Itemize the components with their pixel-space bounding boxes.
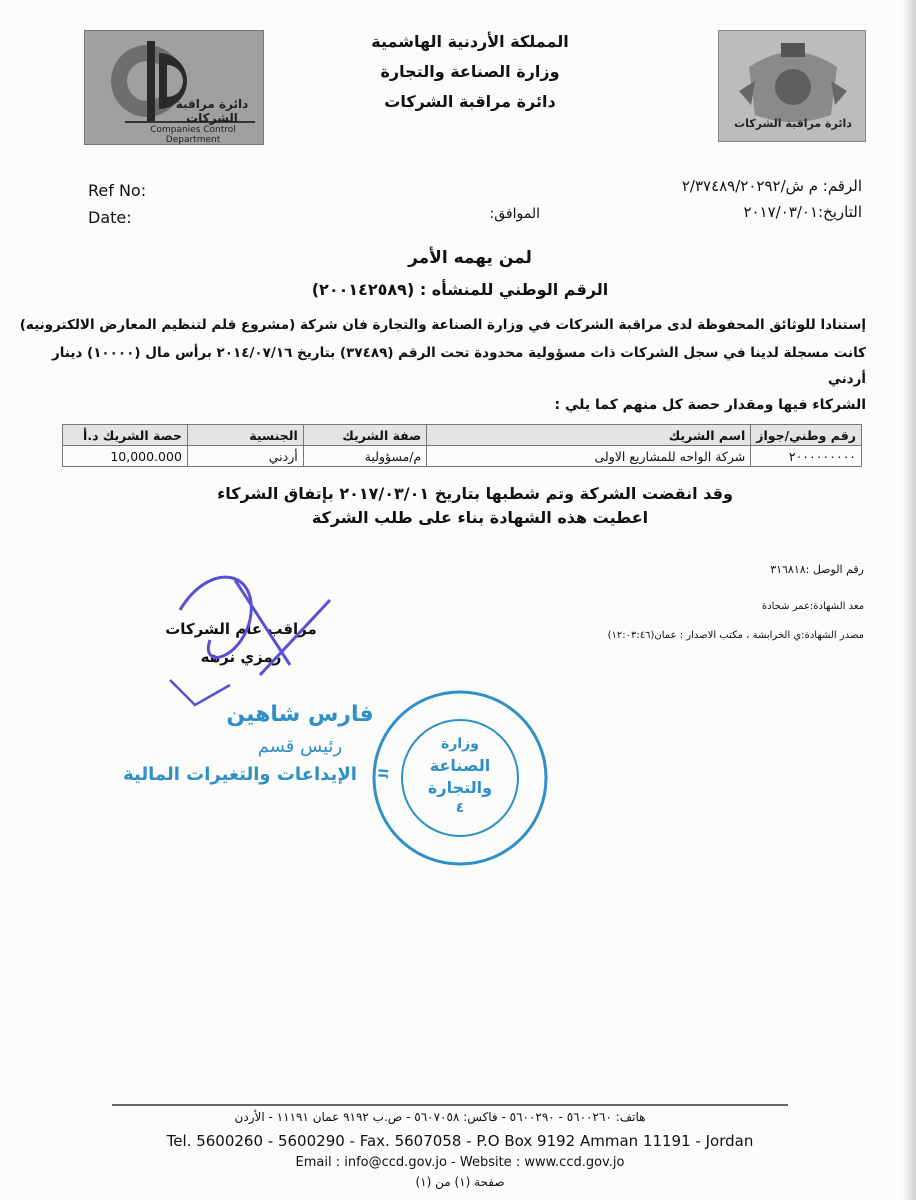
partners-intro: الشركاء فيها ومقدار حصة كل منهم كما يلي : [554, 397, 866, 413]
closing-line-1: وقد انقضت الشركة وتم شطبها بتاريخ ٢٠١٧/٠٣/٠١ بإتفاق الشركاء [217, 484, 733, 503]
footer-email-website: Email : info@ccd.gov.jo - Website : www.ccd.gov.jo [295, 1155, 625, 1170]
cell-national-id: ٢٠٠٠٠٠٠٠٠٠ [751, 446, 862, 467]
date-label: Date: [88, 208, 132, 227]
coat-of-arms-logo [718, 30, 866, 142]
signatory-name: رمزي نزهه [200, 648, 282, 666]
cell-partner-name: شركة الواحه للمشاريع الاولى [427, 446, 751, 467]
certificate-heading: لمن يهمه الأمر [408, 248, 532, 268]
corresponding-label: الموافق: [489, 206, 540, 222]
ccd-logo-arabic: دائرة مراقبة الشركات [175, 97, 249, 125]
partners-table [62, 424, 862, 467]
table-row [63, 446, 862, 467]
round-stamp-line-1: وزارة [441, 736, 479, 752]
col-share: حصة الشريك د.أ [63, 425, 188, 446]
col-national-id: رقم وطني/جواز [751, 425, 862, 446]
round-stamp-line-4: ٤ [455, 800, 465, 816]
body-line-2: كانت مسجلة لدينا في سجل الشركات ذات مسؤولية محدودة تحت الرقم (٣٧٤٨٩) بتاريخ ٢٠١٤/٠٧/١٦ برأس مال (١٠٠٠٠) دينار [51, 345, 866, 361]
national-number: الرقم الوطني للمنشأه : (٢٠٠١٤٢٥٨٩) [311, 280, 609, 299]
signatory-title: مراقب عام الشركات [165, 620, 317, 638]
round-stamp-line-2: الصناعة [429, 756, 491, 775]
stamp-role: رئيس قسم [257, 736, 343, 757]
col-partner-type: صفة الشريك [303, 425, 427, 446]
round-stamp-line-3: والتجارة [427, 778, 493, 797]
kingdom-title: المملكة الأردنية الهاشمية [371, 32, 569, 51]
cell-share: 10,000.000 [63, 446, 188, 467]
receipt-number: رقم الوصل :٣١٦٨١٨ [770, 563, 864, 576]
svg-text:المملكة الأردنية الهاشمية ✱ دا [368, 686, 393, 779]
ccd-logo [84, 30, 264, 145]
ref-no-label: Ref No: [88, 181, 147, 200]
cell-partner-type: م/مسؤولية [303, 446, 427, 467]
coat-logo-arabic: دائرة مراقبة الشركات [734, 117, 852, 130]
ref-number-arabic: الرقم: م ش/٢/٣٧٤٨٩/٢٠٢٩٢ [681, 177, 862, 195]
closing-line-2: اعطيت هذه الشهادة بناء على طلب الشركة [311, 508, 649, 527]
round-stamp-ring-text: ال [376, 768, 393, 779]
body-line-1: إستنادا للوثائق المحفوظة لدى مراقبة الشركات في وزارة الصناعة والتجارة فان شركة (مشروع قلم لتنظيم المعارض الالكترونيه) [19, 317, 866, 333]
table-header-row [63, 425, 862, 446]
col-nationality: الجنسية [187, 425, 303, 446]
stamp-name: فارس شاهين [226, 702, 374, 727]
ministry-title: وزارة الصناعة والتجارة [380, 62, 560, 81]
footer-contact-english: Tel. 5600260 - 5600290 - Fax. 5607058 - P.O Box 9192 Amman 11191 - Jordan [166, 1132, 754, 1150]
footer-divider [112, 1104, 788, 1106]
cell-nationality: أردني [187, 446, 303, 467]
stamp-department: الإيداعات والتغيرات المالية [123, 764, 357, 785]
col-partner-name: اسم الشريك [427, 425, 751, 446]
date-arabic: التاريخ:٢٠١٧/٠٣/٠١ [743, 203, 862, 221]
footer-contact-arabic: هاتف: ٥٦٠٠٢٦٠ - ٥٦٠٠٢٩٠ - فاكس: ٥٦٠٧٠٥٨ - ص.ب ٩١٩٢ عمان ١١١٩١ - الأردن [234, 1110, 646, 1124]
page-edge-shadow [902, 0, 916, 1200]
prepared-by: معد الشهادة:عمر شحادة [761, 601, 864, 612]
ministry-round-stamp [368, 686, 553, 871]
department-title: دائرة مراقبة الشركات [384, 92, 556, 111]
body-line-3: أردني [827, 371, 866, 387]
issue-source: مصدر الشهادة:ي الخرابشة ، مكتب الاصدار : عمان(١٢:٠٣:٤٦) [607, 630, 864, 641]
page-number: صفحة (١) من (١) [415, 1175, 505, 1189]
ccd-logo-english: Companies Control Department [150, 125, 236, 145]
